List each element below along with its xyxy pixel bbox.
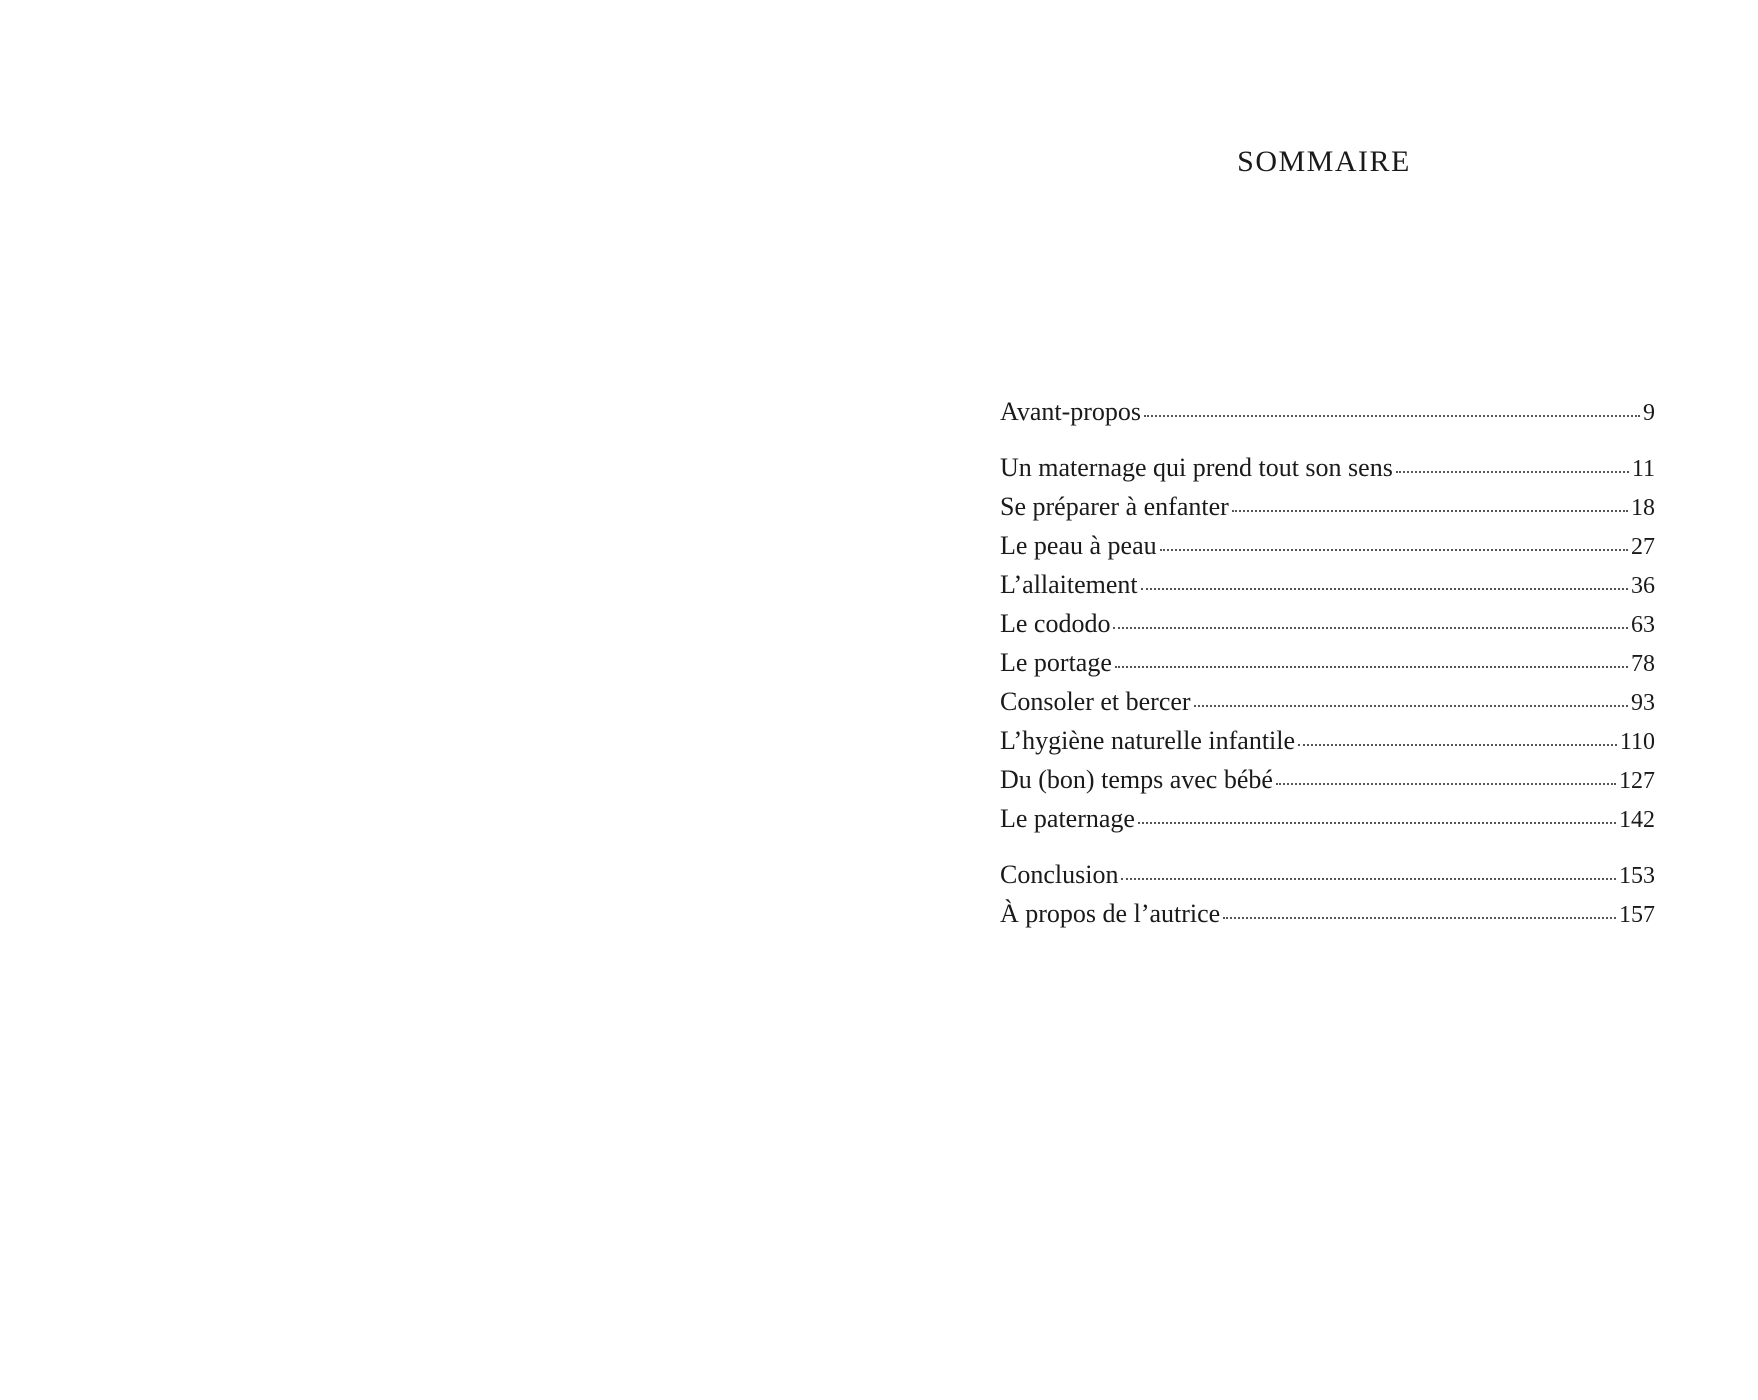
toc-entry-label: Se préparer à enfanter — [1000, 492, 1229, 521]
toc-entry-page: 157 — [1619, 902, 1655, 928]
toc-entry-page: 93 — [1631, 690, 1655, 716]
toc-entry-page: 27 — [1631, 534, 1655, 560]
toc-entry-label: Le paternage — [1000, 804, 1135, 833]
toc-entry-label: À propos de l’autrice — [1000, 899, 1221, 928]
toc-entry-conclusion — [1000, 855, 1655, 894]
toc-entry-label: Consoler et bercer — [1000, 687, 1191, 716]
toc-entry-hygiene — [1000, 721, 1655, 760]
toc-entry-se-preparer — [1000, 487, 1655, 526]
toc-entry-portage — [1000, 643, 1655, 682]
toc-entry-page: 11 — [1631, 456, 1655, 482]
toc-entry-label: Conclusion — [1000, 860, 1119, 889]
dot-leader — [1138, 822, 1616, 824]
toc-entry-page: 18 — [1631, 495, 1655, 521]
dot-leader — [1223, 917, 1616, 919]
dot-leader — [1141, 588, 1628, 590]
toc-entry-label: Le peau à peau — [1000, 531, 1157, 560]
toc-entry-label: Le cododo — [1000, 609, 1111, 638]
toc-entry-label: Avant-propos — [1000, 397, 1142, 426]
toc-list — [1000, 392, 1655, 933]
toc-entry-label: L’hygiène naturelle infantile — [1000, 726, 1296, 755]
dot-leader — [1113, 627, 1628, 629]
dot-leader — [1160, 549, 1628, 551]
dot-leader — [1298, 744, 1617, 746]
toc-entry-page: 110 — [1619, 729, 1655, 755]
toc-entry-cododo — [1000, 604, 1655, 643]
toc-title: SOMMAIRE — [1237, 145, 1411, 178]
toc-entry-page: 153 — [1619, 863, 1655, 889]
toc-entry-paternage — [1000, 799, 1655, 838]
toc-entry-consoler — [1000, 682, 1655, 721]
toc-entry-allaitement — [1000, 565, 1655, 604]
toc-entry-a-propos — [1000, 894, 1655, 933]
dot-leader — [1276, 783, 1616, 785]
toc-entry-page: 9 — [1643, 400, 1655, 426]
dot-leader — [1121, 878, 1616, 880]
dot-leader — [1115, 666, 1628, 668]
toc-entry-page: 127 — [1619, 768, 1655, 794]
toc-entry-page: 78 — [1631, 651, 1655, 677]
toc-entry-peau-a-peau — [1000, 526, 1655, 565]
toc-entry-page: 36 — [1631, 573, 1655, 599]
toc-entry-label: Du (bon) temps avec bébé — [1000, 765, 1273, 794]
dot-leader — [1144, 415, 1640, 417]
dot-leader — [1396, 471, 1629, 473]
toc-entry-avant-propos — [1000, 392, 1655, 431]
toc-entry-maternage — [1000, 448, 1655, 487]
dot-leader — [1232, 510, 1628, 512]
toc-entry-label: Un maternage qui prend tout son sens — [1000, 453, 1393, 482]
toc-entry-page: 142 — [1619, 807, 1655, 833]
toc-entry-page: 63 — [1631, 612, 1655, 638]
dot-leader — [1194, 705, 1628, 707]
toc-entry-label: L’allaitement — [1000, 570, 1138, 599]
toc-entry-bon-temps — [1000, 760, 1655, 799]
toc-entry-label: Le portage — [1000, 648, 1112, 677]
